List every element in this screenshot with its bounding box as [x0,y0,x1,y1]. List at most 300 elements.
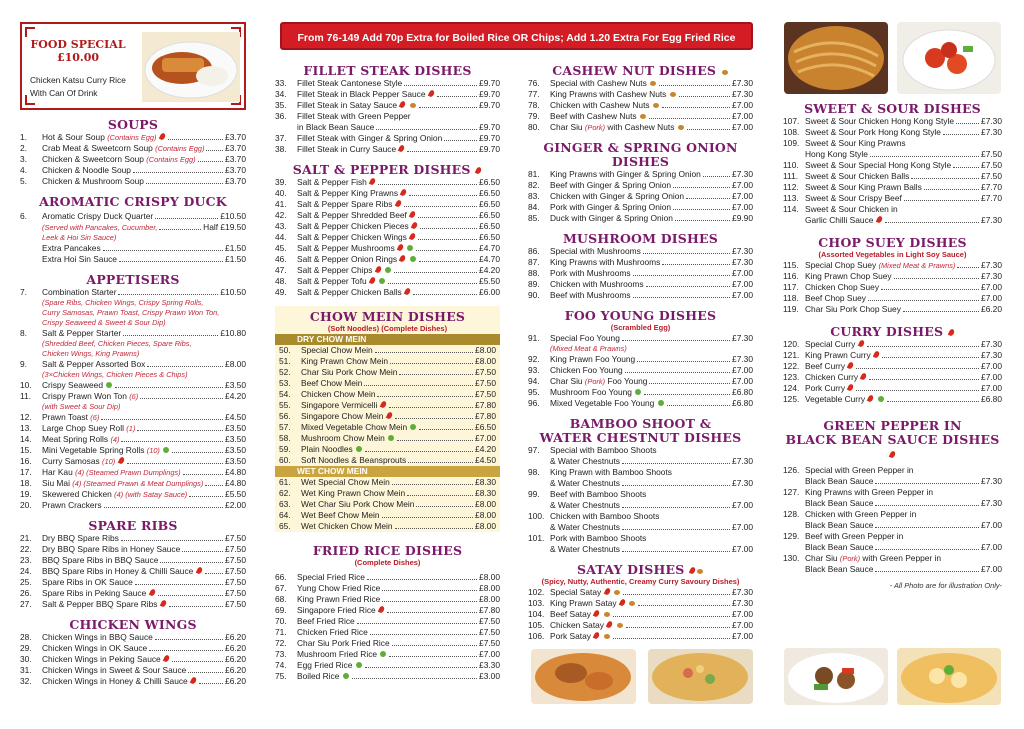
menu-item [20,632,246,643]
item-name: Sweet & Sour Special Hong Kong Style [805,160,952,170]
item-price: £9.70 [479,78,500,88]
item-name: King Prawn Chow Mein [301,356,389,366]
dot-leader [182,551,223,552]
chili-icon [190,676,197,684]
item-number: 26. [20,588,32,598]
dot-leader [943,134,979,135]
menu-item-row [20,423,246,434]
dot-leader [622,463,730,464]
item-tag: (6) [129,392,139,401]
menu-item-row [275,232,500,243]
item-name: Chicken Fried Rice [297,627,368,637]
dot-leader [387,612,477,613]
item-price: £9.70 [479,100,500,110]
chow-mein-sub: (Soft Noodles) (Complete Dishes) [327,324,448,333]
item-number: 49. [275,287,287,297]
item-number: 24. [20,566,32,576]
item-number: 34. [275,89,287,99]
green-pepper-title: GREEN PEPPER IN BLACK BEAN SAUCE DISHES [783,419,1002,461]
item-number: 92. [528,354,540,364]
dot-leader [437,96,477,97]
item-tag: (Pork) [584,377,606,386]
item-price: £5.50 [225,489,246,499]
chili-icon [378,605,385,613]
menu-item-row [528,467,753,478]
menu-item-row [783,149,1002,160]
menu-item-row [783,487,1002,498]
item-name-cont: Black Bean Sauce [805,476,874,486]
menu-item-row [275,400,500,411]
item-number: 130. [783,553,800,563]
dot-leader [397,440,473,441]
nut-icon [678,125,684,130]
menu-item-row [275,144,500,155]
item-price: £9.70 [479,122,500,132]
menu-item-row [528,333,753,344]
menu-item-row [783,304,1002,315]
menu-item-row [528,279,753,290]
item-price: £7.80 [479,605,500,615]
chili-icon [163,654,170,662]
item-price: £9.90 [732,213,753,223]
item-name: Chicken with Mushrooms [550,279,644,289]
item-name: Siu Mai (4) (Steamed Prawn & Meat Dumplings) [42,478,204,488]
menu-item [20,467,246,478]
item-name: Fillet Steak in Curry Sauce [297,144,405,155]
item-name: Fillet Steak with Green Pepper [297,111,411,121]
item-name: Combination Starter [42,287,117,297]
dot-leader [868,300,979,301]
item-number: 97. [528,445,540,455]
item-name: Large Chop Suey Roll (1) [42,423,136,433]
menu-item-row [275,89,500,100]
menu-item-row [783,116,1002,127]
item-name-cont: & Water Chestnuts [550,456,620,466]
item-name: Special Fried Rice [297,572,365,582]
wet-chow-mein-header: WET CHOW MEIN [275,466,500,477]
item-price: £7.00 [732,268,753,278]
dot-leader [370,634,477,635]
item-number: 58. [279,433,291,443]
dot-leader [419,429,473,430]
menu-item [20,456,246,467]
item-name: Chicken & Noodle Soup [42,165,131,175]
item-number: 47. [275,265,287,275]
item-number: 87. [528,257,540,267]
dot-leader [160,562,223,563]
item-name: Soft Noodles & Beansprouts [301,455,407,465]
item-price: £7.30 [981,271,1002,281]
item-price: £6.50 [479,177,500,187]
chili-icon [411,221,418,229]
dot-leader [875,483,979,484]
dot-leader [392,484,473,485]
menu-item-row [20,654,246,665]
dot-leader [418,239,477,240]
menu-item [528,191,753,202]
menu-item-row [20,287,246,298]
dot-leader [115,387,223,388]
item-name: Chicken Wings in Sweet & Sour Sauce [42,665,187,675]
vegetarian-icon [356,662,362,668]
menu-item [275,210,500,221]
item-price: £3.50 [225,445,246,455]
menu-item [528,533,753,555]
dot-leader [673,209,730,210]
item-name: King Prawns with Mushrooms [550,257,661,267]
item-number: 100. [528,511,545,521]
dot-leader [638,605,730,606]
chili-icon [876,215,883,223]
dot-leader [419,107,477,108]
chili-icon [395,199,402,207]
item-price: £7.30 [981,339,1002,349]
foo-young-title: FOO YOUNG DISHES [564,308,717,323]
item-price: £8.30 [475,488,496,498]
item-price: £7.30 [732,89,753,99]
dot-leader [390,363,473,364]
item-price: £10.50 [220,287,246,297]
vegetarian-icon [356,446,362,452]
chili-icon [399,100,406,108]
item-price: £7.30 [732,354,753,364]
dot-leader [613,616,730,617]
item-name: Sweet & Sour Crispy Beef [805,193,902,203]
item-number: 75. [275,671,287,681]
menu-item [275,510,500,521]
menu-item [275,389,500,400]
menu-item-row [783,138,1002,149]
item-number: 123. [783,372,800,382]
dot-leader [622,485,730,486]
item-price: £3.30 [479,660,500,670]
dot-leader [924,189,979,190]
menu-item [20,287,246,328]
item-number: 28. [20,632,32,642]
menu-item-row [275,122,500,133]
chili-icon [593,609,600,617]
item-number: 99. [528,489,540,499]
nut-icon [617,623,623,628]
menu-item [783,282,1002,293]
menu-item [783,487,1002,509]
dot-leader [365,451,473,452]
item-number: 38. [275,144,287,154]
dot-leader [123,335,218,336]
item-name: Chicken Satay [550,620,624,631]
item-name: Boiled Rice [297,671,350,682]
item-price: £7.50 [225,566,246,576]
chop-suey-sub: (Assorted Vegetables in Light Soy Sauce) [818,250,967,259]
item-number: 33. [275,78,287,88]
menu-item [528,180,753,191]
menu-item-row [275,521,500,532]
food-special-title: FOOD SPECIAL [30,38,126,51]
menu-item [275,660,500,671]
item-name: BBQ Spare Ribs in BBQ Sauce [42,555,159,565]
item-name: Char Siu Pork Chop Suey [805,304,901,314]
menu-item [528,365,753,376]
item-number: 44. [275,232,287,242]
item-name: Wet Chicken Chow Mein [301,521,393,531]
dot-leader [394,272,477,273]
menu-item [528,489,753,511]
bamboo-list [528,445,753,555]
item-price: £6.50 [479,210,500,220]
col-1 [20,118,246,687]
dot-leader [885,222,979,223]
item-name-cont: Hong Kong Style [805,149,868,159]
menu-item-row [275,411,500,422]
dot-leader [404,85,477,86]
item-name: Egg Fried Rice [297,660,363,671]
menu-item [275,616,500,627]
vegetarian-icon [106,382,112,388]
menu-item [528,279,753,290]
item-number: 29. [20,643,32,653]
item-number: 35. [275,100,287,110]
item-number: 63. [279,499,291,509]
item-name: Fillet Steak in Black Pepper Sauce [297,89,435,100]
menu-item [20,544,246,555]
sweet-sour-list [783,116,1002,226]
menu-item-row [275,254,500,265]
item-number: 65. [279,521,291,531]
item-name: Chicken with Bamboo Shoots [550,511,660,521]
menu-item-row [275,638,500,649]
dot-leader [376,129,477,130]
item-name: Beef with Green Pepper in [805,531,904,541]
menu-item-row [20,328,246,339]
foo-young-list [528,333,753,409]
item-name: Salt & Pepper Chicken Pieces [297,221,418,232]
dot-leader [367,579,477,580]
nut-icon [410,103,416,108]
item-name: Fillet Steak Cantonese Style [297,78,403,88]
item-price: £10.80 [220,328,246,338]
item-price: £7.00 [732,122,753,132]
item-number: 61. [279,477,291,487]
dot-leader [882,357,979,358]
item-price: £6.50 [479,221,500,231]
item-price: £7.50 [475,389,496,399]
chili-icon [619,598,626,606]
menu-item [275,111,500,133]
menu-item-row [20,478,246,489]
item-number: 126. [783,465,800,475]
menu-item [20,176,246,187]
item-number: 121. [783,350,800,360]
dot-leader [418,217,477,218]
menu-item [528,467,753,489]
item-name-cont: & Water Chestnuts [550,500,620,510]
item-name: Beef Chop Suey [805,293,866,303]
item-price: £7.30 [981,350,1002,360]
item-price: £9.70 [479,89,500,99]
menu-item-row [275,422,500,433]
item-number: 74. [275,660,287,670]
menu-item [783,304,1002,315]
food-special-price: £10.00 [56,51,100,64]
item-name: Salt & Pepper King Prawns [297,188,407,199]
item-number: 69. [275,605,287,615]
item-name: Salt & Pepper Assorted Box [42,359,146,369]
item-price: £7.30 [732,478,753,488]
item-number: 20. [20,500,32,510]
item-price: £8.00 [475,356,496,366]
item-price: £3.70 [225,143,246,153]
item-number: 106. [528,631,545,641]
menu-item [528,268,753,279]
soups-title: SOUPS [107,117,159,132]
menu-item-row [20,412,246,423]
dot-leader [121,540,223,541]
item-name: Sweet & Sour Chicken Balls [805,171,910,181]
ginger-title: GINGER & SPRING ONION DISHES [543,140,738,169]
item-name: Chicken Curry [805,372,867,383]
item-number: 110. [783,160,799,170]
menu-item [275,649,500,660]
chop-suey-list [783,260,1002,315]
menu-item [275,422,500,433]
dot-leader [904,200,979,201]
item-name: Salt & Pepper Chicken Balls [297,287,411,298]
menu-item [528,598,753,609]
dot-leader [625,372,730,373]
dot-leader [911,178,979,179]
chop-suey-title: CHOP SUEY DISHES [818,235,967,250]
item-price: £6.50 [475,422,496,432]
menu-item [20,380,246,391]
item-price: £7.50 [981,160,1002,170]
item-price: £7.00 [981,361,1002,371]
item-name-cont: Black Bean Sauce [805,564,874,574]
item-price: £7.50 [479,638,500,648]
item-note: (with Sweet & Sour Dip) [42,402,121,411]
item-price: £3.50 [225,380,246,390]
item-number: 77. [528,89,540,99]
menu-item-row [275,616,500,627]
item-number: 31. [20,665,32,675]
menu-item [275,572,500,583]
item-name: Sweet & Sour Chicken Hong Kong Style [805,116,954,126]
menu-item [20,328,246,359]
chili-icon [428,89,435,97]
dot-leader [413,294,477,295]
menu-item [783,350,1002,361]
dot-leader [644,394,730,395]
item-number: 116. [783,271,799,281]
menu-item-row [783,171,1002,182]
bamboo-title: BAMBOO SHOOT & WATER CHESTNUT DISHES [539,416,742,445]
menu-item-row [275,605,500,616]
chili-icon [369,177,376,185]
item-price: £7.30 [981,476,1002,486]
dot-leader [420,228,477,229]
dot-leader [199,683,223,684]
menu-item [20,412,246,423]
item-name: Mushroom Foo Young [550,387,642,398]
menu-item [783,553,1002,575]
item-name: Beef Satay [550,609,611,620]
item-number: 11. [20,391,32,401]
menu-item-row [783,542,1002,553]
item-number: 86. [528,246,540,256]
item-number: 112. [783,182,799,192]
item-number: 42. [275,210,287,220]
menu-item-row [528,246,753,257]
menu-item [528,587,753,598]
vegetarian-icon [380,651,386,657]
item-number: 113. [783,193,799,203]
dot-leader [399,374,473,375]
menu-item-row [783,127,1002,138]
menu-item-row [20,132,246,143]
fried-rice-photo [648,649,753,704]
vegetarian-icon [343,673,349,679]
item-number: 32. [20,676,32,686]
menu-item [275,411,500,422]
menu-item-row [783,372,1002,383]
chili-icon [847,383,854,391]
menu-item: Extra Hoi Sin Sauce £1.50 [42,254,246,264]
menu-item [275,444,500,455]
dot-leader [382,517,474,518]
item-name: Special Chow Mein [301,345,373,355]
dot-leader [147,366,223,367]
dot-leader [127,463,224,464]
item-name: Chicken with Ginger & Spring Onion [550,191,685,201]
item-number: 40. [275,188,287,198]
item-number: 117. [783,282,799,292]
item-number: 76. [528,78,540,88]
menu-item [20,566,246,577]
dot-leader [198,161,223,162]
menu-item [20,445,246,456]
item-price: £6.20 [225,676,246,686]
item-name: Char Siu (Pork) with Green Pepper in [805,553,942,563]
item-name: Special Curry [805,339,865,350]
curry-dish-photo [531,649,636,704]
menu-item [528,89,753,100]
dot-leader [205,485,223,486]
item-name-cont: & Water Chestnuts [550,544,620,554]
menu-item [20,555,246,566]
dot-leader [395,418,473,419]
dot-leader [956,123,979,124]
menu-item-row [528,268,753,279]
item-number: 94. [528,376,540,386]
menu-item-row [528,489,753,500]
curry-list [783,339,1002,405]
soups-list [20,132,246,187]
item-price: £7.00 [732,376,753,386]
item-name: King Prawn Curry [805,350,880,361]
item-price: £7.00 [981,372,1002,382]
dot-leader [388,283,477,284]
item-number: 78. [528,100,540,110]
cashew-list [528,78,753,133]
item-tag: (Contains Egg) [155,144,205,153]
item-name: BBQ Spare Ribs in Honey & Chilli Sauce [42,566,203,577]
item-number: 85. [528,213,540,223]
dot-leader [637,361,730,362]
item-name: Special Foo Young [550,333,620,343]
item-name: Salt & Pepper Chips [297,265,392,276]
item-price: £7.30 [981,215,1002,225]
menu-item-row [20,632,246,643]
item-number: 67. [275,583,287,593]
